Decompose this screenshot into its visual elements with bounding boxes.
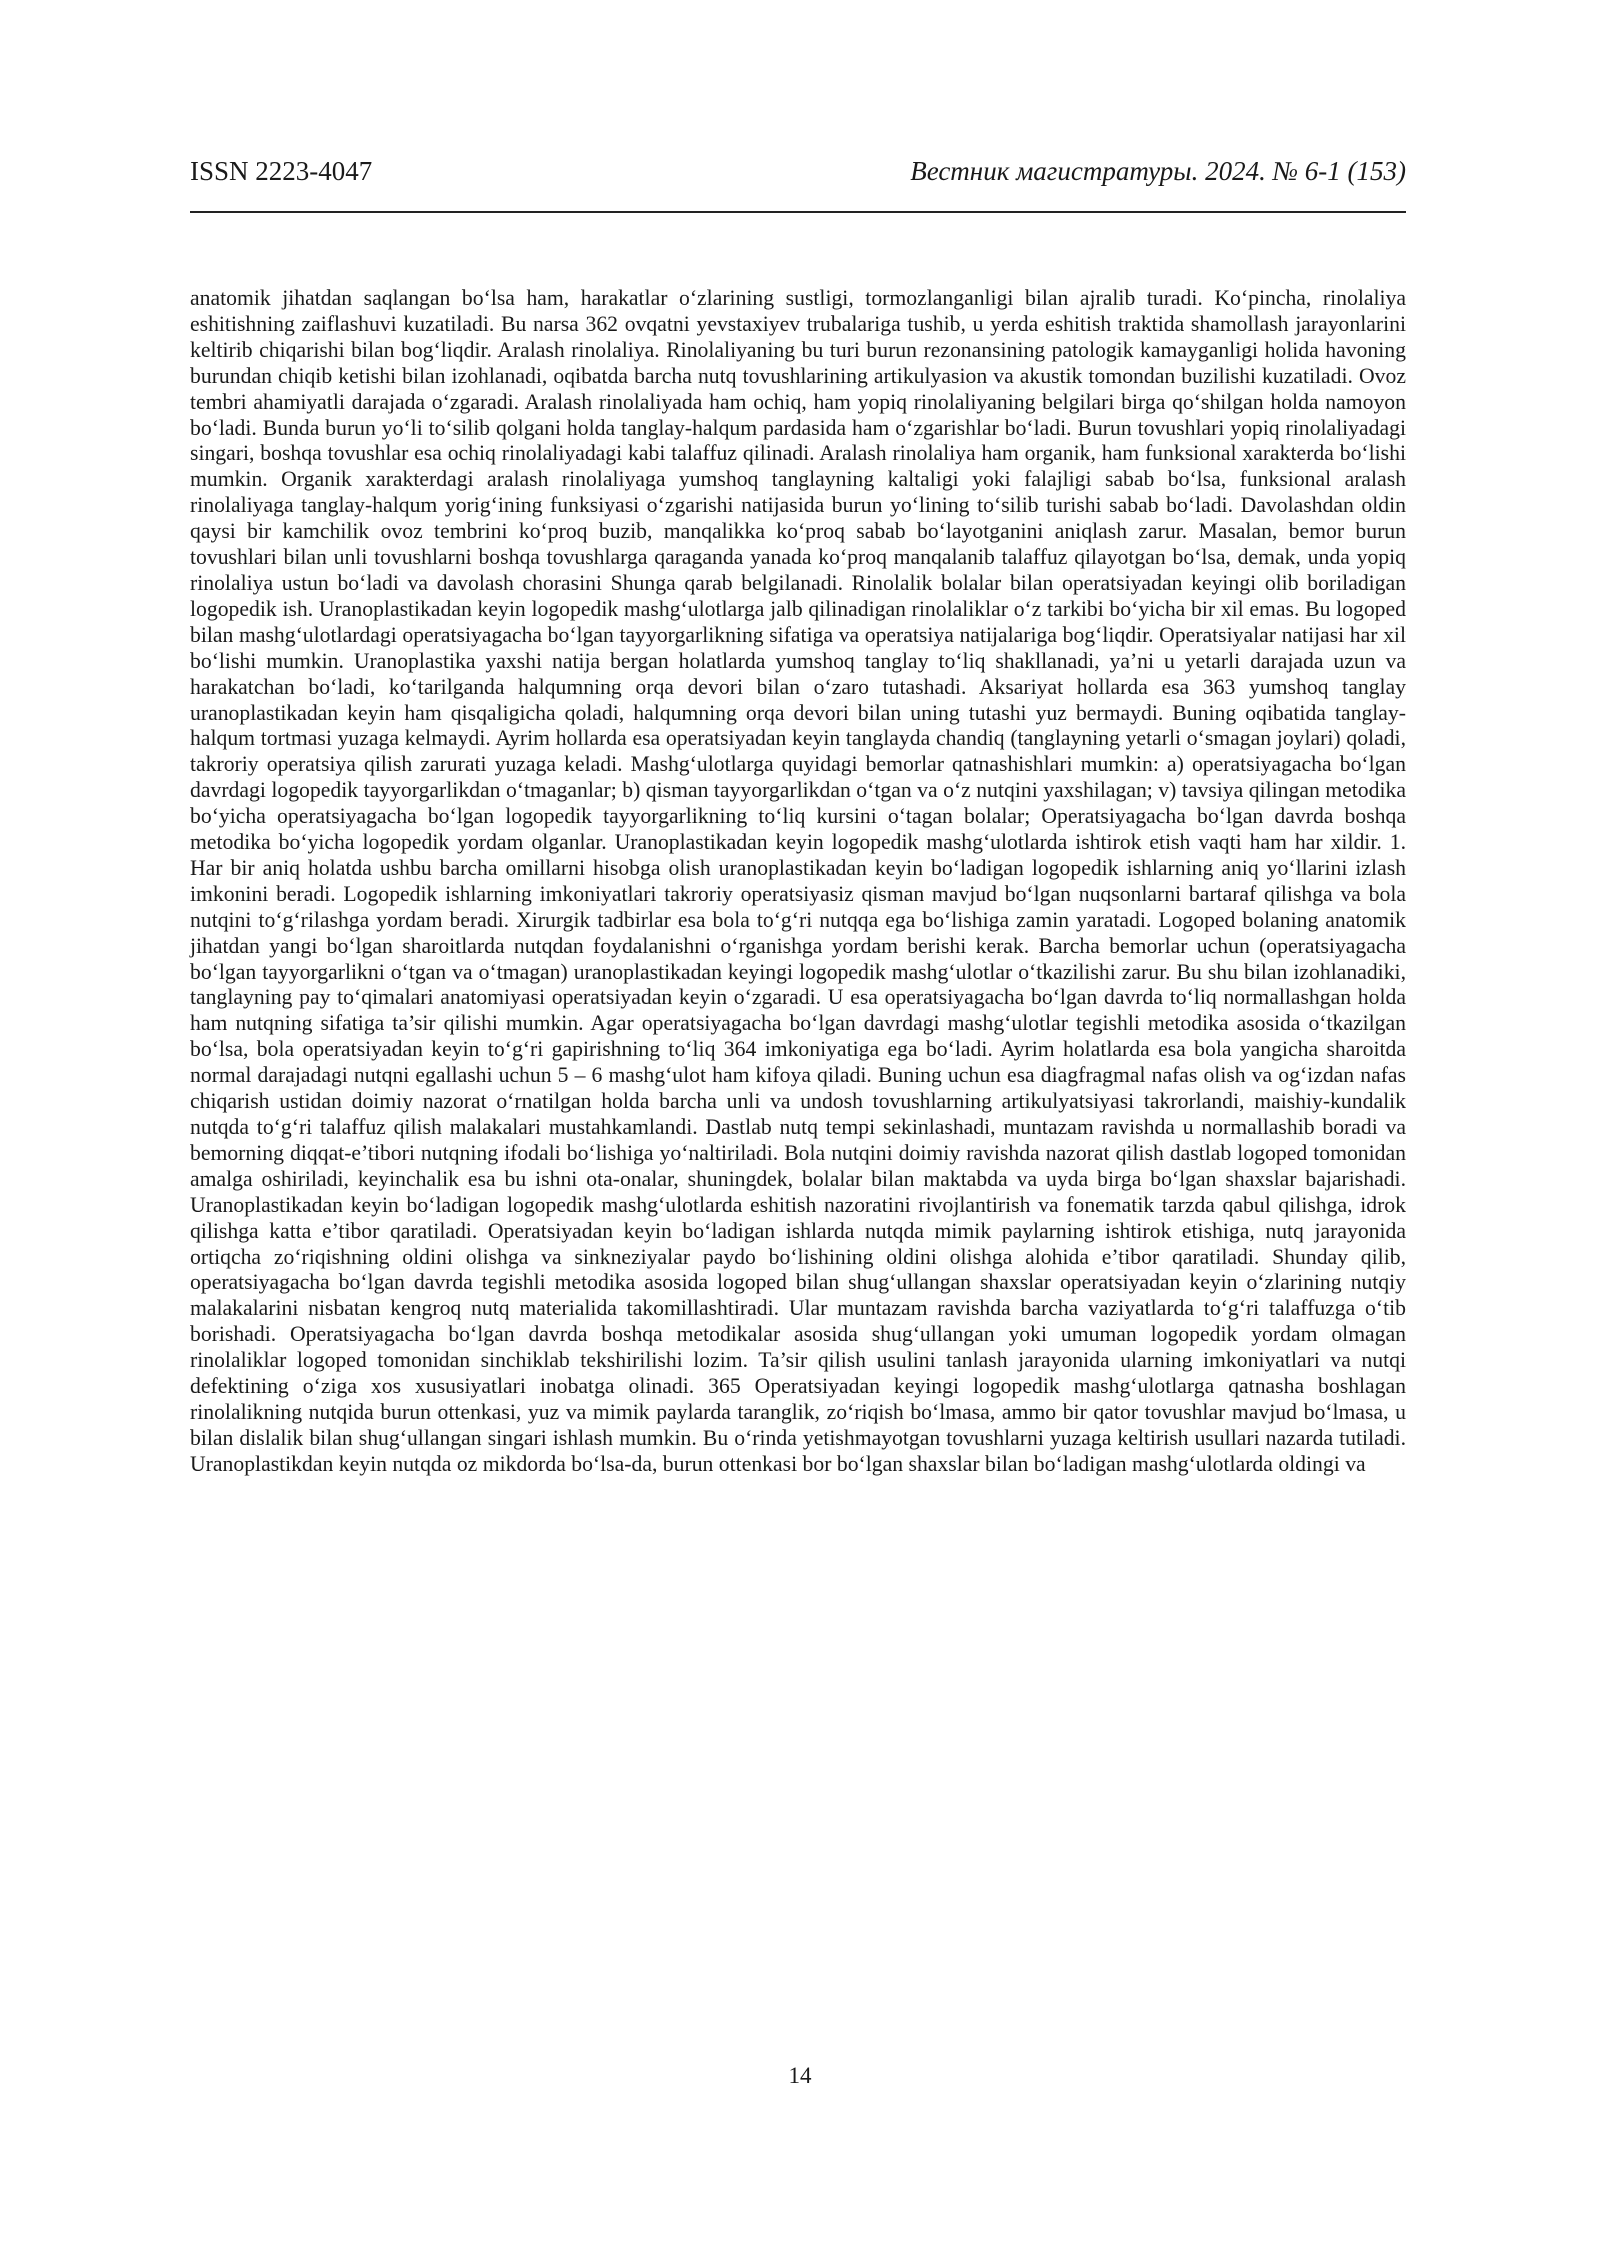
running-header <box>190 152 1406 186</box>
article-body-text: anatomik jihatdan saqlangan bo‘lsa ham, harakatlar o‘zlarining sustligi, tormozlanganligi bilan ajralib turadi. Ko‘pincha, rinolaliya eshitishning zaiflashuvi kuzatiladi. Bu narsa 362 ovqatni yevstaxiyev trubalariga tushib, u yerda eshitish traktida shamollash jarayonlarini keltirib chiqarishi bilan bog‘liqdir. Aralash rinolaliya. Rinolaliyaning bu turi burun rezonansining patologik kamayganligi holida havoning burundan chiqib ketishi bilan izohlanadi, oqibatda barcha nutq tovushlarining artikulyasion va akustik tomondan buzilishi kuzatiladi. Ovoz tembri ahamiyatli darajada o‘zgaradi. Aralash rinolaliyada ham ochiq, ham yopiq rinolaliyaning belgilari birga qo‘shilgan holda namoyon bo‘ladi. Bunda burun yo‘li to‘silib qolgani holda tanglay-halqum pardasida ham o‘zgarishlar bo‘ladi. Burun tovushlari yopiq rinolaliyadagi singari, boshqa tovushlar esa ochiq rinolaliyadagi kabi talaffuz qilinadi. Aralash rinolaliya ham organik, ham funksional xarakterda bo‘lishi mumkin. Organik xarakterdagi aralash rinolaliyaga yumshoq tanglayning kaltaligi yoki falajligi sabab bo‘lsa, funksional aralash rinolaliyaga tanglay-halqum yorig‘ining funksiyasi o‘zgarishi natijasida burun yo‘lining to‘silib turishi sabab bo‘ladi. Davolashdan oldin qaysi bir kamchilik ovoz tembrini ko‘proq buzib, manqalikka ko‘proq sabab bo‘layotganini aniqlash zarur. Masalan, bemor burun tovushlari bilan unli tovushlarni boshqa tovushlarga qaraganda yanada ko‘proq manqalanib talaffuz qilayotgan bo‘lsa, demak, unda yopiq rinolaliya ustun bo‘ladi va davolash chorasini Shunga qarab belgilanadi. Rinolalik bolalar bilan operatsiyadan keyingi olib boriladigan logopedik ish. Uranoplastikadan keyin logopedik mashg‘ulotlarga jalb qilinadigan rinolaliklar o‘z tarkibi bo‘yicha bir xil emas. Bu logoped bilan mashg‘ulotlardagi operatsiyagacha bo‘lgan tayyorgarlikning sifatiga va operatsiya natijalariga bog‘liqdir. Operatsiyalar natijasi har xil bo‘lishi mumkin. Uranoplastika yaxshi natija bergan holatlarda yumshoq tanglay to‘liq shakllanadi, ya’ni u yetarli darajada uzun va harakatchan bo‘ladi, ko‘tarilganda halqumning orqa devori bilan o‘zaro tutashadi. Aksariyat hollarda esa 363 yumshoq tanglay uranoplastikadan keyin ham qisqaligicha qoladi, halqumning orqa devori bilan uning tutashi yuz bermaydi. Buning oqibatida tanglay-halqum tortmasi yuzaga kelmaydi. Ayrim hollarda esa operatsiyadan keyin tanglayda chandiq (tanglayning yetarli o‘smagan joylari) qoladi, takroriy operatsiya qilish zarurati yuzaga keladi. Mashg‘ulotlarga quyidagi bemorlar qatnashishlari mumkin: a) operatsiyagacha bo‘lgan davrdagi logopedik tayyorgarlikdan o‘tmaganlar; b) qisman tayyorgarlikdan o‘tgan va o‘z nutqini yaxshilagan; v) tavsiya qilingan metodika bo‘yicha operatsiyagacha bo‘lgan logopedik tayyorgarlikning to‘liq kursini o‘tagan bolalar; Operatsiyagacha bo‘lgan davrda boshqa metodika bo‘yicha logopedik yordam olganlar. Uranoplastikadan keyin logopedik mashg‘ulotlarda ishtirok etish vaqti ham har xildir. 1. Har bir aniq holatda ushbu barcha omillarni hisobga olish uranoplastikadan keyin bo‘ladigan logopedik ishlarning aniq yo‘llarini izlash imkonini beradi. Logopedik ishlarning imkoniyatlari takroriy operatsiyasiz qisman mavjud bo‘lgan nuqsonlarni bartaraf qilishga va bola nutqini to‘g‘rilashga yordam beradi. Xirurgik tadbirlar esa bola to‘g‘ri nutqqa ega bo‘lishiga zamin yaratadi. Logoped bolaning anatomik jihatdan yangi bo‘lgan sharoitlarda nutqdan foydalanishni o‘rganishga yordam berishi kerak. Barcha bemorlar uchun (operatsiyagacha bo‘lgan tayyorgarlikni o‘tgan va o‘tmagan) uranoplastikadan keyingi logopedik mashg‘ulotlar o‘tkazilishi zarur. Bu shu bilan izohlanadiki, tanglayning pay to‘qimalari anatomiyasi operatsiyadan keyin o‘zgaradi. U esa operatsiyagacha bo‘lgan davrda to‘liq normallashgan holda ham nutqning sifatiga ta’sir qilishi mumkin. Agar operatsiyagacha bo‘lgan davrdagi mashg‘ulotlar tegishli metodika asosida o‘tkazilgan bo‘lsa, bola operatsiyadan keyin to‘g‘ri gapirishning to‘liq 364 imkoniyatiga ega bo‘ladi. Ayrim holatlarda esa bola yangicha sharoitda normal darajadagi nutqni egallashi uchun 5 – 6 mashg‘ulot ham kifoya qiladi. Buning uchun esa diagfragmal nafas olish va og‘izdan nafas chiqarish ustidan doimiy nazorat o‘rnatilgan holda barcha unli va undosh tovushlarning artikulyatsiyasi takrorlandi, maishiy-kundalik nutqda to‘g‘ri talaffuz qilish malakalari mustahkamlandi. Dastlab nutq tempi sekinlashadi, muntazam ravishda u normallashib boradi va bemorning diqqat-e’tibori nutqning ifodali bo‘lishiga yo‘naltiriladi. Bola nutqini doimiy ravishda nazorat qilish dastlab logoped tomonidan amalga oshiriladi, keyinchalik esa bu ishni ota-onalar, shuningdek, bolalar bilan maktabda va uyda birga bo‘lgan shaxslar bajarishadi. Uranoplastikadan keyin bo‘ladigan logopedik mashg‘ulotlarda eshitish nazoratini rivojlantirish va fonematik tarzda qabul qilishga, idrok qilishga katta e’tibor qaratiladi. Operatsiyadan keyin bo‘ladigan ishlarda nutqda mimik paylarning ishtirok etishiga, nutq jarayonida ortiqcha zo‘riqishning oldini olishga va sinkneziyalar paydo bo‘lishining oldini olishga alohida e’tibor qaratiladi. Shunday qilib, operatsiyagacha bo‘lgan davrda tegishli metodika asosida logoped bilan shug‘ullangan shaxslar operatsiyadan keyin o‘zlarining nutqiy malakalarini nisbatan kengroq nutq materialida takomillashtiradi. Ular muntazam ravishda barcha vaziyatlarda to‘g‘ri talaffuzga o‘tib borishadi. Operatsiyagacha bo‘lgan davrda boshqa metodikalar asosida shug‘ullangan yoki umuman logopedik yordam olmagan rinolaliklar logoped tomonidan sinchiklab tekshirilishi lozim. Ta’sir qilish usulini tanlash jarayonida ularning imkoniyatlari va nutqi defektining o‘ziga xos xususiyatlari inobatga olinadi. 365 Operatsiyadan keyingi logopedik mashg‘ulotlarga qatnasha boshlagan rinolalikning nutqida burun ottenkasi, yuz va mimik paylarda taranglik, zo‘riqish bo‘lmasa, ammo bir qator tovushlar mavjud bo‘lmasa, u bilan dislalik bilan shug‘ullangan singari ishlash mumkin. Bu o‘rinda yetishmayotgan tovushlarni yuzaga keltirish usullari nazarda tutiladi. Uranoplastikdan keyin nutqda oz mikdorda bo‘lsa-da, burun ottenkasi bor bo‘lgan shaxslar bilan bo‘ladigan mashg‘ulotlarda oldingi va <box>190 286 1406 1476</box>
journal-title: Вестник магистратуры. 2024. № 6-1 (153) <box>910 156 1406 186</box>
issn-label: ISSN 2223-4047 <box>190 156 373 186</box>
page-number: 14 <box>788 2063 812 2088</box>
header-divider <box>190 211 1406 213</box>
